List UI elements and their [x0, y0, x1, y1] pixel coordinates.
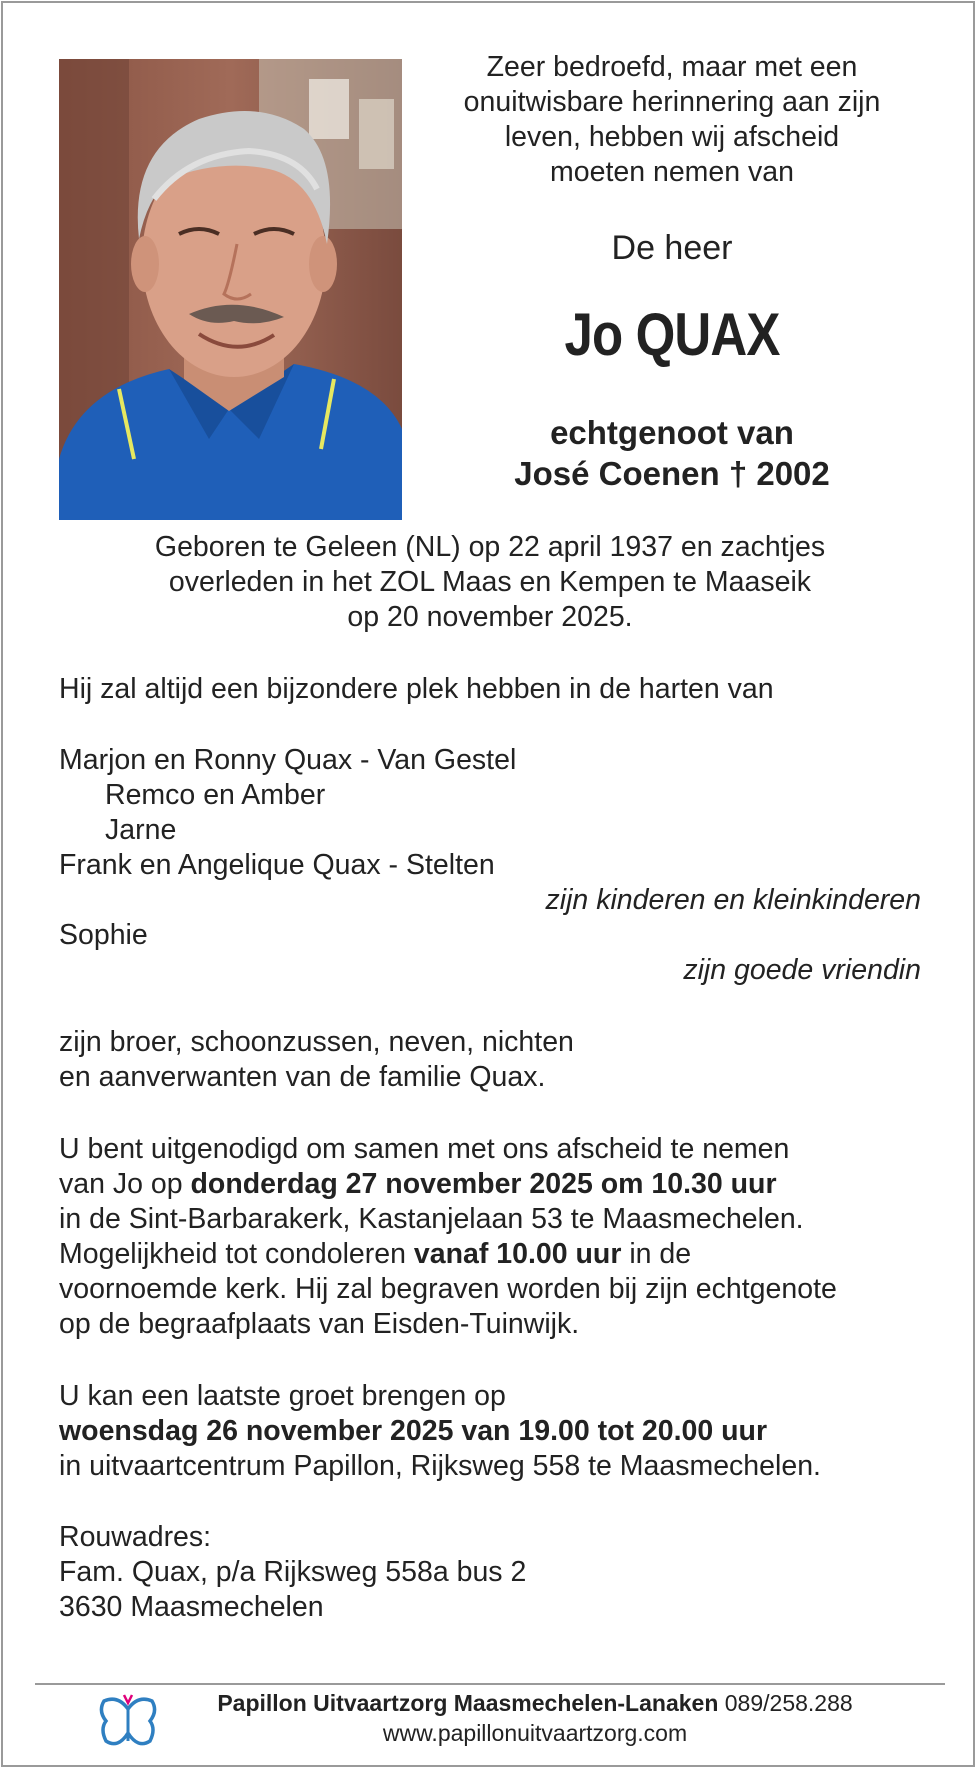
- footer-company-line: [180, 1688, 890, 1718]
- footer-divider: [35, 1683, 945, 1685]
- funeral-line: op de begraafplaats van Eisden-Tuinwijk.: [59, 1308, 580, 1340]
- funeral-line: [59, 1237, 921, 1272]
- funeral-date: donderdag 27 november 2025 om 10.30 uur: [190, 1168, 777, 1200]
- birth-line: Geboren te Geleen (NL) op 22 april 1937 en zachtjes: [154, 531, 826, 563]
- mourning-address: [59, 1520, 921, 1625]
- company-name: Papillon Uitvaartzorg Maasmechelen-Lanaken: [217, 1690, 719, 1716]
- company-phone: 089/258.288: [718, 1690, 853, 1716]
- address-line: Fam. Quax, p/a Rijksweg 558a bus 2: [59, 1556, 527, 1588]
- deceased-name: Jo QUAX: [564, 301, 780, 368]
- address-line: Rouwadres:: [59, 1521, 212, 1553]
- funeral-text: in de: [621, 1238, 692, 1270]
- intro-line: Zeer bedroefd, maar met een: [486, 51, 858, 83]
- funeral-info: [59, 1132, 921, 1342]
- address-line: 3630 Maasmechelen: [59, 1591, 324, 1623]
- family-list: [59, 743, 921, 988]
- condolence-time: vanaf 10.00 uur: [413, 1238, 622, 1270]
- birth-line: overleden in het ZOL Maas en Kempen te Maaseik: [168, 566, 812, 598]
- funeral-line: in de Sint-Barbarakerk, Kastanjelaan 53 te Maasmechelen.: [59, 1203, 804, 1235]
- spouse-name: José Coenen † 2002: [514, 455, 830, 492]
- portrait-photo: [59, 59, 402, 520]
- funeral-line: [59, 1167, 921, 1202]
- funeral-text: Mogelijkheid tot condoleren: [59, 1238, 414, 1270]
- intro-line: moeten nemen van: [550, 156, 794, 188]
- relatives: [59, 1025, 921, 1095]
- family-role: zijn kinderen en kleinkinderen: [545, 884, 921, 916]
- relatives-line: zijn broer, schoonzussen, neven, nichten: [59, 1026, 574, 1058]
- hearts-line: Hij zal altijd een bijzondere plek hebben in de harten van: [59, 673, 774, 705]
- funeral-text: van Jo op: [59, 1168, 191, 1200]
- family-role: zijn goede vriendin: [683, 954, 921, 986]
- family-line: Remco en Amber: [105, 779, 326, 811]
- funeral-line: voornoemde kerk. Hij zal begraven worden bij zijn echtgenote: [59, 1273, 837, 1305]
- honorific: De heer: [611, 229, 733, 267]
- intro-text: [430, 50, 914, 190]
- birth-line: op 20 november 2025.: [347, 601, 633, 633]
- intro-line: onuitwisbare herinnering aan zijn: [463, 86, 881, 118]
- spouse-line: echtgenoot van: [550, 414, 794, 451]
- family-line: Frank en Angelique Quax - Stelten: [59, 849, 495, 881]
- greeting-line: in uitvaartcentrum Papillon, Rijksweg 558 te Maasmechelen.: [59, 1450, 821, 1482]
- family-line: Marjon en Ronny Quax - Van Gestel: [59, 744, 517, 776]
- greeting-date: woensdag 26 november 2025 van 19.00 tot 20.00 uur: [59, 1415, 768, 1447]
- company-website[interactable]: www.papillonuitvaartzorg.com: [382, 1720, 688, 1746]
- family-line: Jarne: [105, 814, 177, 846]
- funeral-line: U bent uitgenodigd om samen met ons afscheid te nemen: [59, 1133, 790, 1165]
- birth-death-info: [59, 530, 921, 635]
- relatives-line: en aanverwanten van de familie Quax.: [59, 1061, 546, 1093]
- papillon-butterfly-logo-icon: [96, 1689, 160, 1753]
- footer: [180, 1688, 890, 1748]
- greeting-info: [59, 1379, 921, 1484]
- spouse-info: [430, 412, 914, 494]
- portrait-image: [59, 59, 402, 520]
- greeting-line: U kan een laatste groet brengen op: [59, 1380, 506, 1412]
- intro-line: leven, hebben wij afscheid: [504, 121, 840, 153]
- family-line: Sophie: [59, 919, 148, 951]
